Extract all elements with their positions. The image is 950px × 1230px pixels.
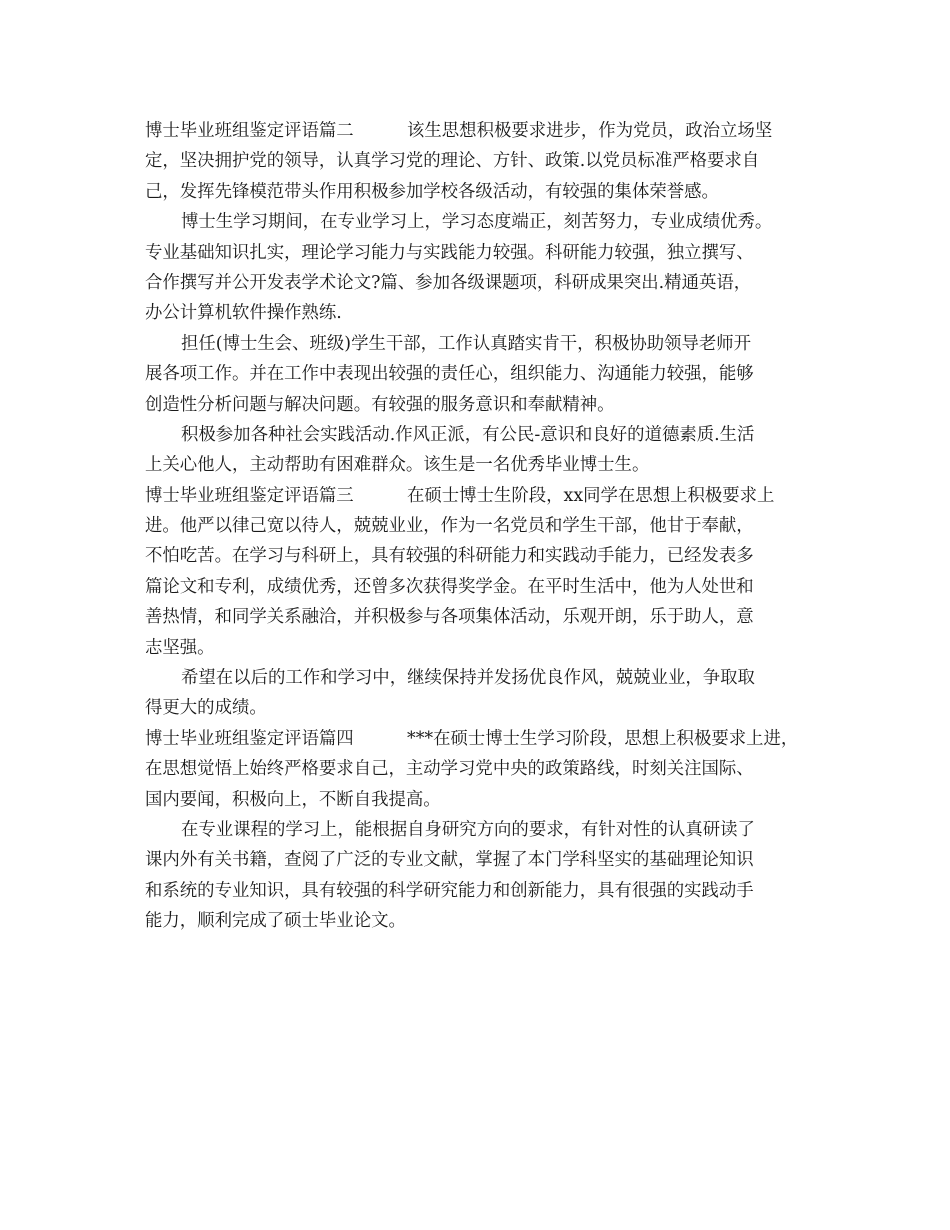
line-text: 定，坚决拥护党的领导，认真学习党的理论、方针、政策.以党员标准严格要求自 (145, 151, 760, 172)
paragraph-line (145, 238, 825, 268)
line-text: 担任(博士生会、班级)学生干部，工作认真踏实肯干，积极协助领导老师开 (181, 333, 752, 354)
line-text: 在思想觉悟上始终严格要求自己，主动学习党中央的政策路线，时刻关注国际、 (145, 759, 754, 780)
line-text: 课内外有关书籍，查阅了广泛的专业文献，掌握了本门学科坚实的基础理论知识 (145, 850, 754, 871)
line-text: 积极参加各种社会实践活动.作风正派，有公民-意识和良好的道德素质.生活 (181, 424, 755, 445)
line-text: 在硕士博士生阶段，xx同学在思想上积极要求上 (407, 485, 775, 506)
line-text: 上关心他人，主动帮助有困难群众。该生是一名优秀毕业博士生。 (145, 455, 650, 476)
paragraph-line (145, 146, 825, 176)
document-body (145, 116, 825, 937)
section-heading: 博士毕业班组鉴定评语篇三 (145, 485, 354, 506)
line-text: 得更大的成绩。 (145, 698, 267, 719)
paragraph-line (145, 602, 825, 632)
line-text: 展各项工作。并在工作中表现出较强的责任心，组织能力、沟通能力较强，能够 (145, 364, 754, 385)
paragraph-line (145, 298, 825, 328)
paragraph-line (145, 207, 825, 237)
paragraph-line (145, 450, 825, 480)
paragraph-line (145, 268, 825, 298)
line-text: 办公计算机软件操作熟练. (145, 303, 342, 324)
line-text: 专业基础知识扎实，理论学习能力与实践能力较强。科研能力较强，独立撰写、 (145, 242, 754, 263)
section-heading: 博士毕业班组鉴定评语篇四 (145, 728, 354, 749)
line-text: 不怕吃苦。在学习与科研上，具有较强的科研能力和实践动手能力，已经发表多 (145, 546, 754, 567)
paragraph-line (145, 693, 825, 723)
paragraph-line (145, 329, 825, 359)
line-text: 篇论文和专利，成绩优秀，还曾多次获得奖学金。在平时生活中，他为人处世和 (145, 576, 754, 597)
line-text: 善热情，和同学关系融洽，并积极参与各项集体活动，乐观开朗，乐于助人，意 (145, 607, 754, 628)
paragraph-line (145, 177, 825, 207)
line-text: 创造性分析问题与解决问题。有较强的服务意识和奉献精神。 (145, 394, 615, 415)
section-heading-line (145, 724, 825, 754)
paragraph-line (145, 876, 825, 906)
paragraph-line (145, 663, 825, 693)
section-heading: 博士毕业班组鉴定评语篇二 (145, 121, 354, 141)
line-text: ***在硕士博士生学习阶段，思想上积极要求上进， (407, 728, 799, 749)
section-heading-line (145, 481, 825, 511)
paragraph-line (145, 359, 825, 389)
paragraph-line (145, 906, 825, 936)
paragraph-line (145, 511, 825, 541)
paragraph-line (145, 633, 825, 663)
line-text: 在专业课程的学习上，能根据自身研究方向的要求，有针对性的认真研读了 (181, 819, 755, 840)
line-text: 能力，顺利完成了硕士毕业论文。 (145, 911, 406, 932)
paragraph-line (145, 815, 825, 845)
line-text: 志坚强。 (145, 637, 215, 658)
line-text: 合作撰写并公开发表学术论文?篇、参加各级课题项，科研成果突出.精通英语， (145, 272, 752, 293)
paragraph-line (145, 420, 825, 450)
paragraph-line (145, 390, 825, 420)
line-text: 博士生学习期间，在专业学习上，学习态度端正，刻苦努力，专业成绩优秀。 (181, 212, 773, 233)
section-heading-line (145, 116, 825, 146)
line-text: 国内要闻，积极向上，不断自我提高。 (145, 789, 441, 810)
line-text: 进。他严以律己宽以待人，兢兢业业，作为一名党员和学生干部，他甘于奉献， (145, 516, 754, 537)
line-text: 该生思想积极要求进步，作为党员，政治立场坚 (407, 121, 773, 141)
line-text: 希望在以后的工作和学习中，继续保持并发扬优良作风，兢兢业业，争取取 (181, 668, 755, 689)
paragraph-line (145, 572, 825, 602)
line-text: 己，发挥先锋模范带头作用积极参加学校各级活动，有较强的集体荣誉感。 (145, 181, 719, 202)
line-text: 和系统的专业知识，具有较强的科学研究能力和创新能力，具有很强的实践动手 (145, 880, 754, 901)
paragraph-line (145, 754, 825, 784)
paragraph-line (145, 541, 825, 571)
paragraph-line (145, 785, 825, 815)
paragraph-line (145, 845, 825, 875)
